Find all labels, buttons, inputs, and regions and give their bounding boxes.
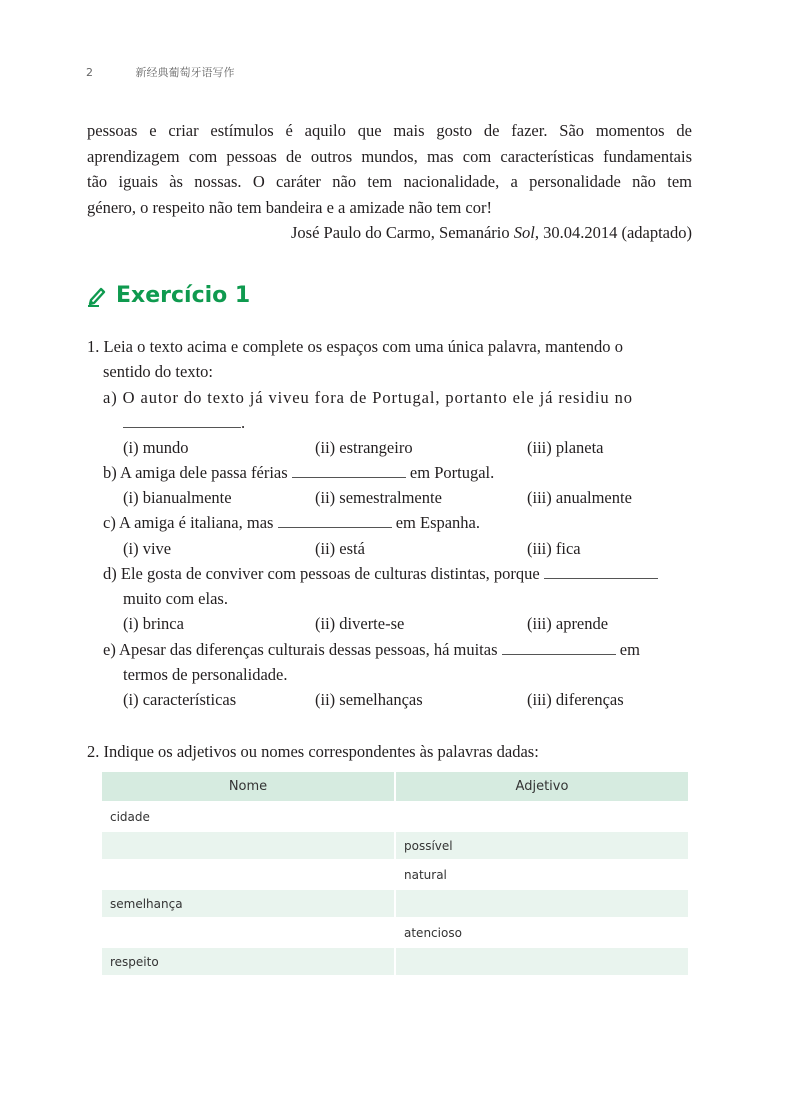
page-number: 2 [86,66,93,79]
page-header [86,64,235,80]
table-row: respeito [102,948,688,975]
option: (ii) estrangeiro [315,438,413,457]
answer-cell[interactable] [396,890,688,917]
pencil-icon [86,285,108,307]
answer-blank-c[interactable] [278,513,392,528]
answer-blank-e[interactable] [502,640,616,655]
option: (i) bianualmente [123,488,232,507]
answer-cell[interactable] [102,919,394,946]
passage-source: José Paulo do Carmo, Semanário Sol, 30.04.2014 (adaptado) [291,223,692,242]
option: (i) características [123,690,237,709]
answer-cell[interactable] [102,832,394,859]
answer-cell[interactable] [102,861,394,888]
exercise-title: Exercício 1 [116,283,251,308]
option: (ii) semelhanças [315,690,423,709]
table-row: atencioso [102,919,688,946]
option: (iii) fica [527,539,581,558]
column-header-nome: Nome [102,772,394,801]
option: (i) mundo [123,438,189,457]
passage-line: tão iguais às nossas. O caráter não tem nacionalidade, a personalidade não tem [87,172,692,191]
q1-prompt-cont: sentido do texto: [103,362,213,381]
passage-line: pessoas e criar estímulos é aquilo que mais gosto de fazer. São momentos de [87,121,692,140]
table-row: natural [102,861,688,888]
passage [87,118,692,246]
q2-prompt: Indique os adjetivos ou nomes correspondentes às palavras dadas: [103,742,539,761]
option: (ii) está [315,539,365,558]
option: (i) brinca [123,614,184,633]
option: (iii) anualmente [527,488,632,507]
option: (iii) diferenças [527,690,624,709]
option: (ii) semestralmente [315,488,442,507]
passage-line: género, o respeito não tem bandeira e a amizade não tem cor! [87,197,492,217]
answer-blank-a[interactable] [123,413,241,428]
answer-blank-d[interactable] [544,564,658,579]
question-1: 1. Leia o texto acima e complete os espaços com uma única palavra, mantendo o sentido do texto: a) O autor do texto já viveu fora de Portugal, portanto ele já residiu no . (i) mundo (ii) estrangeiro (iii) planeta b) A amiga dele passa férias em Portugal. (i) bianualmente (ii) semestralmente (iii) anualmente c) A amiga é italiana, mas em Espanha. (i) vive (ii) está (iii) fica d) Ele gosta de conviver com pessoas de culturas distintas, porque muito com elas. (i) brinca (ii) diverte-se (iii) aprende e) Apesar das diferenças culturais dessas pessoas, há muitas em termos de personalidade. (i) características (ii) semelhanças (iii) diferenças [87,337,692,717]
word-table [100,770,690,977]
option: (i) vive [123,539,172,558]
table-row: possível [102,832,688,859]
q1-prompt: Leia o texto acima e complete os espaços com uma única palavra, mantendo o [103,337,624,356]
column-header-adjetivo: Adjetivo [396,772,688,801]
book-title: 新经典葡萄牙语写作 [135,66,235,79]
exercise-heading [86,283,250,308]
table-row: semelhança [102,890,688,917]
answer-blank-b[interactable] [292,463,406,478]
answer-cell[interactable] [396,948,688,975]
answer-cell[interactable] [396,803,688,830]
option: (iii) aprende [527,614,609,633]
option: (ii) diverte-se [315,614,405,633]
option: (iii) planeta [527,438,604,457]
passage-line: aprendizagem com pessoas de outros mundos, mas com características fundamentais [87,146,692,166]
table-row: cidade [102,803,688,830]
